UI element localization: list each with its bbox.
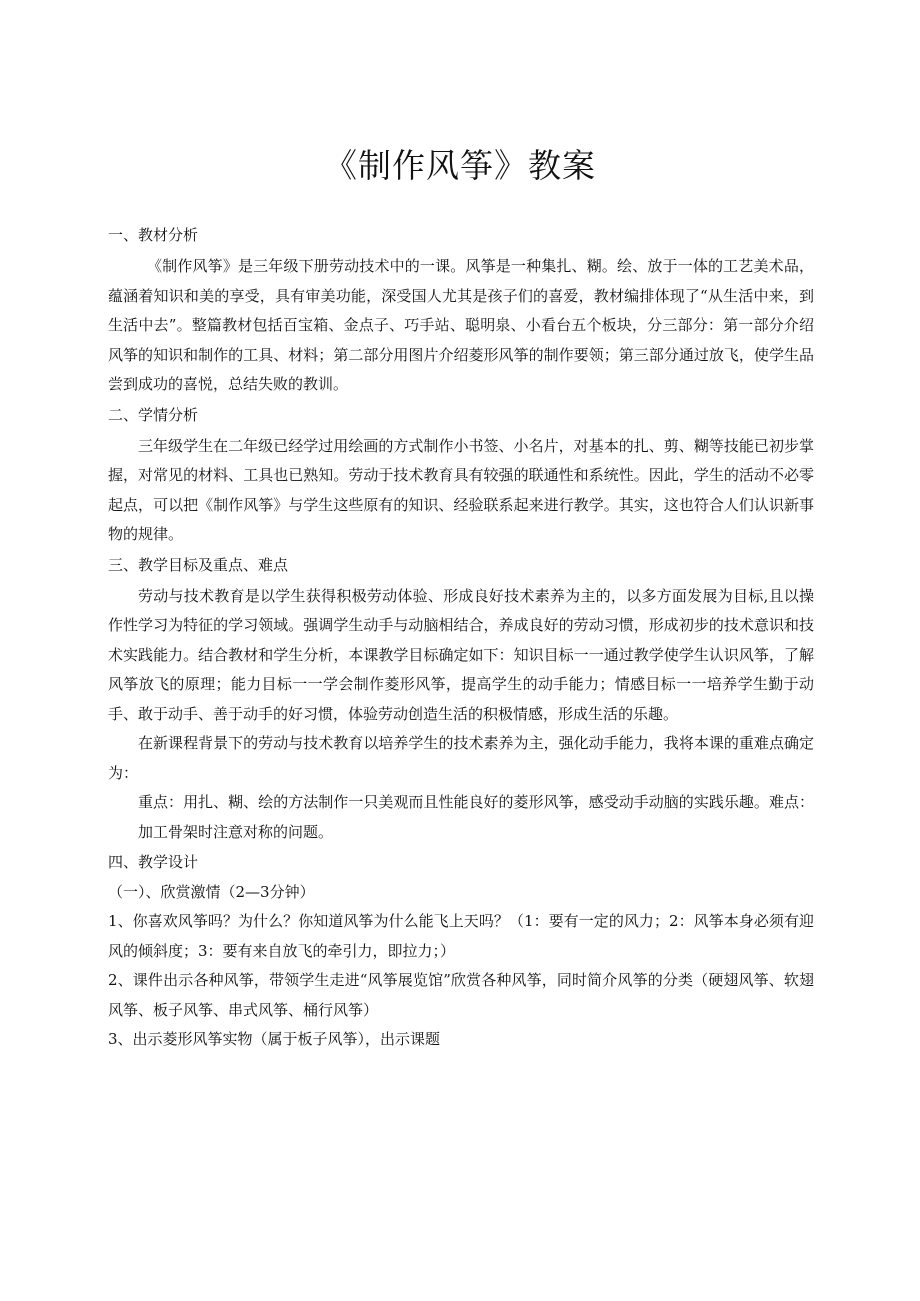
- list-item: 2、课件出示各种风筝，带领学生走进“风筝展览馆”欣赏各种风筝，同时简介风筝的分类（硬翅风筝、软翅风筝、板子风筝、串式风筝、桶行风筝）: [108, 971, 814, 1019]
- paragraph: 在新课程背景下的劳动与技术教育以培养学生的技术素养为主，强化动手能力，我将本课的重难点确定为：: [108, 734, 814, 782]
- document-body: [108, 220, 814, 1055]
- section-heading: 三、教学目标及重点、难点: [108, 555, 289, 574]
- section-heading: 四、教学设计: [108, 853, 199, 871]
- key-points-paragraph: 重点：用扎、糊、绘的方法制作一只美观而且性能良好的菱形风筝，感受动手动脑的实践乐趣。难点：加工骨架时注意对称的问题。: [138, 793, 814, 841]
- section-student-analysis: [108, 400, 814, 550]
- paragraph: 三年级学生在二年级已经学过用绘画的方式制作小书签、小名片，对基本的扎、剪、糊等技能已初步掌握，对常见的材料、工具也已熟知。劳动于技术教育具有较强的联通性和系统性。因此，学生的活动不必零起点，可以把《制作风筝》与学生这些原有的知识、经验联系起来进行教学。其实，这也符合人们认识新事物的规律。: [108, 436, 814, 543]
- section-textbook-analysis: [108, 220, 814, 400]
- section-heading: 二、学情分析: [108, 405, 199, 424]
- subsection-heading: （一）、欣赏激情（2—3分钟）: [108, 883, 315, 901]
- section-teaching-design: [108, 847, 814, 1055]
- section-teaching-goals: [108, 550, 814, 848]
- document-title: 《制作风筝》教案: [324, 146, 596, 185]
- paragraph: 劳动与技术教育是以学生获得积极劳动体验、形成良好技术素养为主的，以多方面发展为目标,且以操作性学习为特征的学习领域。强调学生动手与动脑相结合，养成良好的劳动习惯，形成初步的技术意识和技术实践能力。结合教材和学生分析，本课教学目标确定如下：知识目标一一通过教学使学生认识风筝，了解风筝放飞的原理；能力目标一一学会制作菱形风筝，提高学生的动手能力；情感目标一一培养学生勤于动手、敢于动手、善于动手的好习惯，体验劳动创造生活的积极情感，形成生活的乐趣。: [108, 586, 814, 723]
- section-heading: 一、教材分析: [108, 226, 199, 244]
- list-item: 3、出示菱形风筝实物（属于板子风筝），出示课题: [108, 1030, 441, 1048]
- list-item: 1、你喜欢风筝吗？为什么？你知道风筝为什么能飞上天吗？（1：要有一定的风力；2：风筝本身必须有迎风的倾斜度；3：要有来自放飞的牵引力，即拉力；）: [108, 912, 814, 960]
- paragraph: 《制作风筝》是三年级下册劳动技术中的一课。风筝是一种集扎、糊。绘、放于一体的工艺美术品，蕴涵着知识和美的享受，具有审美功能，深受国人尤其是孩子们的喜爱，教材编排体现了“从生活中来，到生活中去”。整篇教材包括百宝箱、金点子、巧手站、聪明泉、小看台五个板块，分三部分：第一部分介绍风筝的知识和制作的工具、材料；第二部分用图片介绍菱形风筝的制作要领；第三部分通过放飞，使学生品尝到成功的喜悦，总结失败的教训。: [108, 257, 814, 393]
